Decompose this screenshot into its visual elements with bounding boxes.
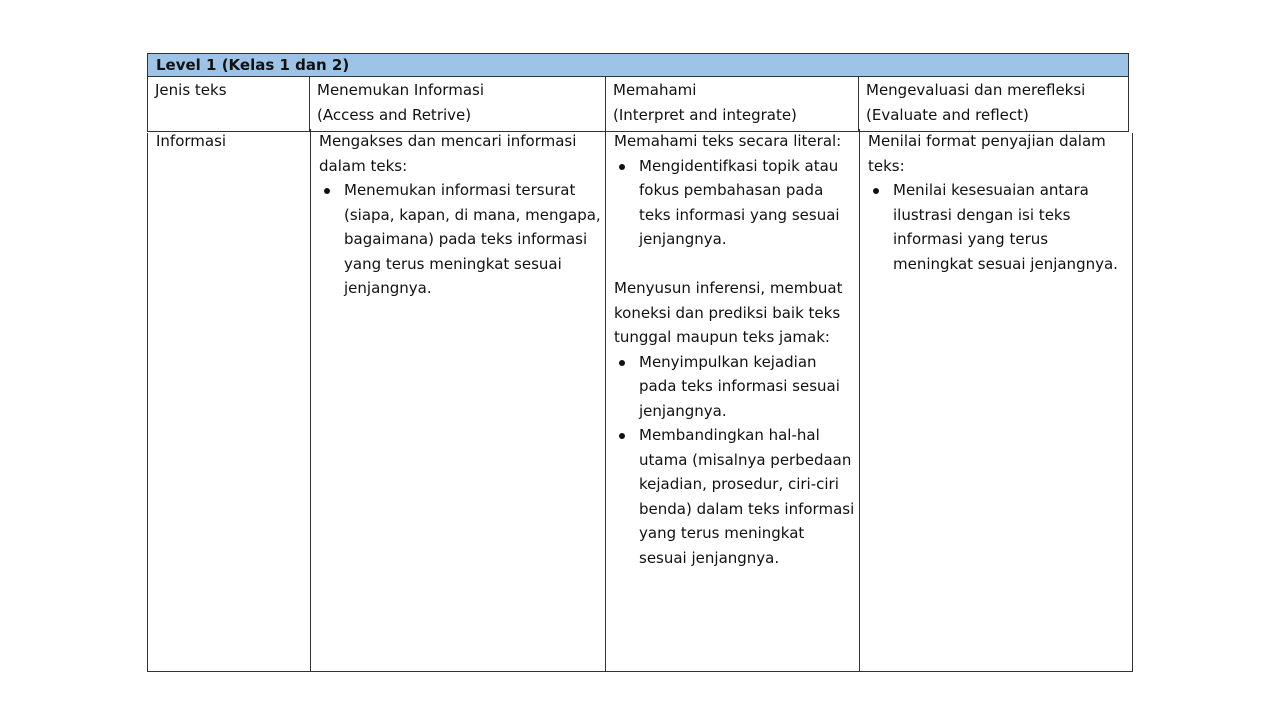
- header-jenis-teks-label: Jenis teks: [155, 81, 227, 99]
- header-mengevaluasi: [858, 77, 1128, 131]
- jenis-teks-value: Informasi: [156, 132, 227, 150]
- mengevaluasi-bullets: [868, 178, 1129, 276]
- header-menemukan: [309, 77, 605, 131]
- table-title: Level 1 (Kelas 1 dan 2): [147, 53, 1129, 77]
- list-item-text: Menilai kesesuaian antara ilustrasi dengan isi teks informasi yang terus meningkat sesuai jenjangnya.: [893, 181, 1118, 273]
- list-item-text: Menemukan informasi tersurat (siapa, kapan, di mana, mengapa, bagaimana) pada teks informasi yang terus meningkat sesuai jenjangnya.: [344, 181, 601, 297]
- bullet-icon: [619, 433, 625, 439]
- header-memahami-line1: Memahami: [613, 81, 697, 99]
- bullet-icon: [873, 188, 879, 194]
- mengevaluasi-intro: Menilai format penyajian dalam teks:: [868, 132, 1106, 175]
- memahami-bullets-2: [614, 350, 855, 571]
- spacer: [614, 252, 855, 277]
- header-mengevaluasi-line1: Mengevaluasi dan merefleksi: [866, 81, 1086, 99]
- list-item: [614, 154, 855, 252]
- cell-mengevaluasi: [859, 129, 1133, 671]
- header-memahami-line2: (Interpret and integrate): [613, 105, 797, 124]
- memahami-intro-1: Memahami teks secara literal:: [614, 132, 842, 150]
- menemukan-bullets: [319, 178, 602, 301]
- list-item-text: Mengidentifkasi topik atau fokus pembahasan pada teks informasi yang sesuai jenjangnya.: [639, 156, 840, 248]
- header-memahami: [605, 77, 858, 131]
- list-item: [614, 350, 855, 424]
- list-item: [614, 423, 855, 570]
- header-mengevaluasi-line2: (Evaluate and reflect): [866, 105, 1029, 124]
- menemukan-intro: Mengakses dan mencari informasi dalam teks:: [319, 132, 577, 175]
- cell-memahami: [605, 129, 859, 671]
- header-menemukan-line1: Menemukan Informasi: [317, 81, 484, 99]
- bullet-icon: [324, 188, 330, 194]
- list-item: [319, 178, 602, 301]
- cell-menemukan: [310, 129, 606, 671]
- header-menemukan-line2: (Access and Retrive): [317, 105, 472, 124]
- cell-jenis-teks: [148, 129, 310, 667]
- header-jenis-teks: [148, 77, 309, 131]
- memahami-intro-2: Menyusun inferensi, membuat koneksi dan prediksi baik teks tunggal maupun teks jamak:: [614, 279, 843, 346]
- bullet-icon: [619, 360, 625, 366]
- table-row: [147, 133, 1133, 672]
- list-item-text: Membandingkan hal-hal utama (misalnya perbedaan kejadian, prosedur, ciri-ciri benda) dalam teks informasi yang terus meningkat sesuai jenjangnya.: [639, 426, 855, 567]
- list-item-text: Menyimpulkan kejadian pada teks informasi sesuai jenjangnya.: [639, 352, 840, 420]
- memahami-bullets-1: [614, 154, 855, 252]
- bullet-icon: [619, 164, 625, 170]
- list-item: [868, 178, 1129, 276]
- header-row: [147, 76, 1129, 132]
